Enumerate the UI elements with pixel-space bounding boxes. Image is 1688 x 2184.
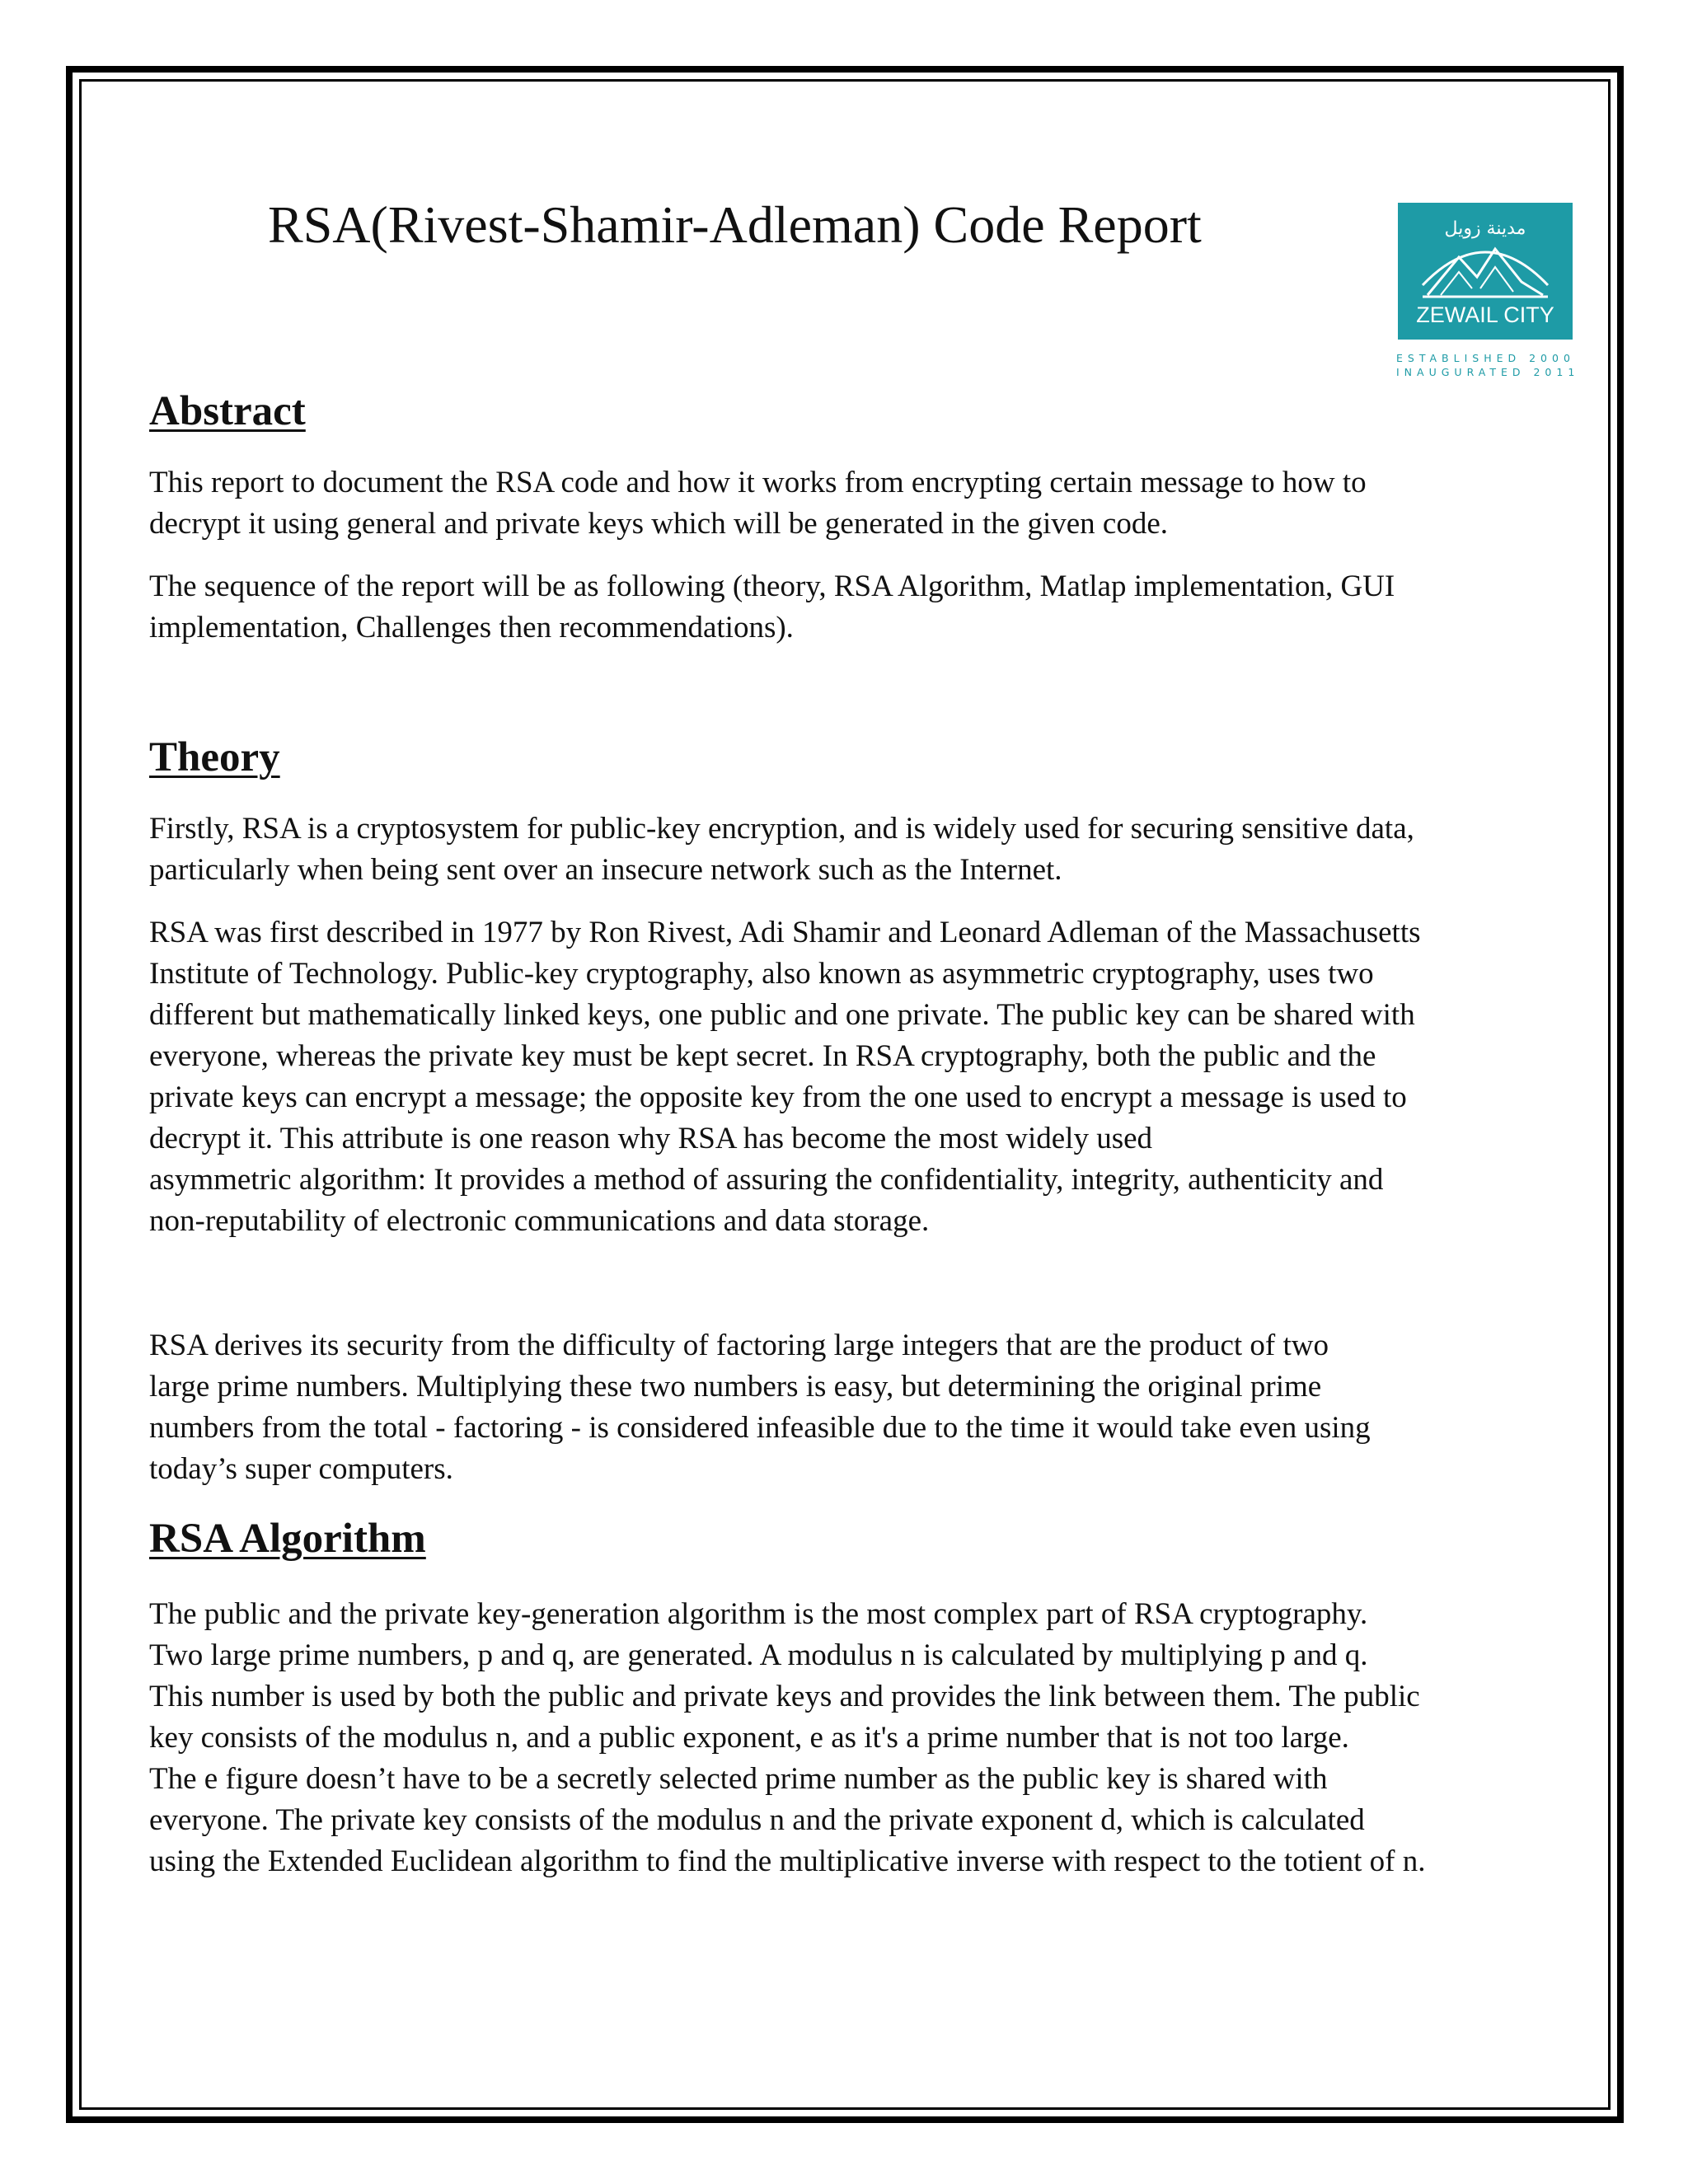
rsa-algorithm-paragraph: The public and the private key-generation algorithm is the most complex part of RSA cryptography. Two large prime numbers, p and q, are generated. A modulus n is calculated by multiplying p and q. This number is used by both the public and private keys and provides the link between them. The public key consists of the modulus n, and a public exponent, e as it's a prime number that is not too large. The e figure doesn’t have to be a secretly selected prime number as the public key is shared with everyone. The private key consists of the modulus n and the private exponent d, which is calculated using the Extended Euclidean algorithm to find the multiplicative inverse with respect to the totient of n. [149, 1597, 1426, 1878]
theory-paragraph-2: RSA was first described in 1977 by Ron Rivest, Adi Shamir and Leonard Adleman of the Massachusetts Institute of Technology. Public-key cryptography, also known as asymmetric cryptography, uses two different but mathematically linked keys, one public and one private. The public key can be shared with everyone, whereas the private key must be kept secret. In RSA cryptography, both the public and the private keys can encrypt a message; the opposite key from the one used to encrypt a message is used to decrypt it. This attribute is one reason why RSA has become the most widely used asymmetric algorithm: It provides a method of assuring the confidentiality, integrity, authenticity and non-reputability of electronic communications and data storage. [149, 916, 1421, 1238]
abstract-heading: Abstract [149, 388, 306, 434]
logo-arabic-text: مدينة زويل [1444, 218, 1526, 239]
logo-tagline-established: ESTABLISHED 2000 [1396, 352, 1575, 364]
abstract-paragraph-2: The sequence of the report will be as following (theory, RSA Algorithm, Matlap implementation, GUI implementation, Challenges then recommendations). [149, 569, 1395, 644]
logo-name-text: ZEWAIL CITY [1416, 302, 1554, 327]
abstract-paragraph-1: This report to document the RSA code and how it works from encrypting certain message to how to decrypt it using general and private keys which will be generated in the given code. [149, 466, 1367, 541]
logo-tagline-inaugurated: INAUGURATED 2011 [1396, 366, 1580, 378]
theory-paragraph-1: Firstly, RSA is a cryptosystem for public-key encryption, and is widely used for securing sensitive data, particularly when being sent over an insecure network such as the Internet. [149, 812, 1414, 887]
theory-heading: Theory [149, 734, 280, 780]
theory-paragraph-3: RSA derives its security from the difficulty of factoring large integers that are the product of two large prime numbers. Multiplying these two numbers is easy, but determining the original prime numbers from the total - factoring - is considered infeasible due to the time it would take even using today’s super computers. [149, 1329, 1371, 1486]
logo-tagline [1396, 351, 1578, 379]
document-title: RSA(Rivest-Shamir-Adleman) Code Report [268, 195, 1202, 254]
zewail-city-logo [1398, 203, 1573, 340]
pyramids-logo-icon [1398, 203, 1573, 340]
rsa-algorithm-heading: RSA Algorithm [149, 1516, 426, 1562]
